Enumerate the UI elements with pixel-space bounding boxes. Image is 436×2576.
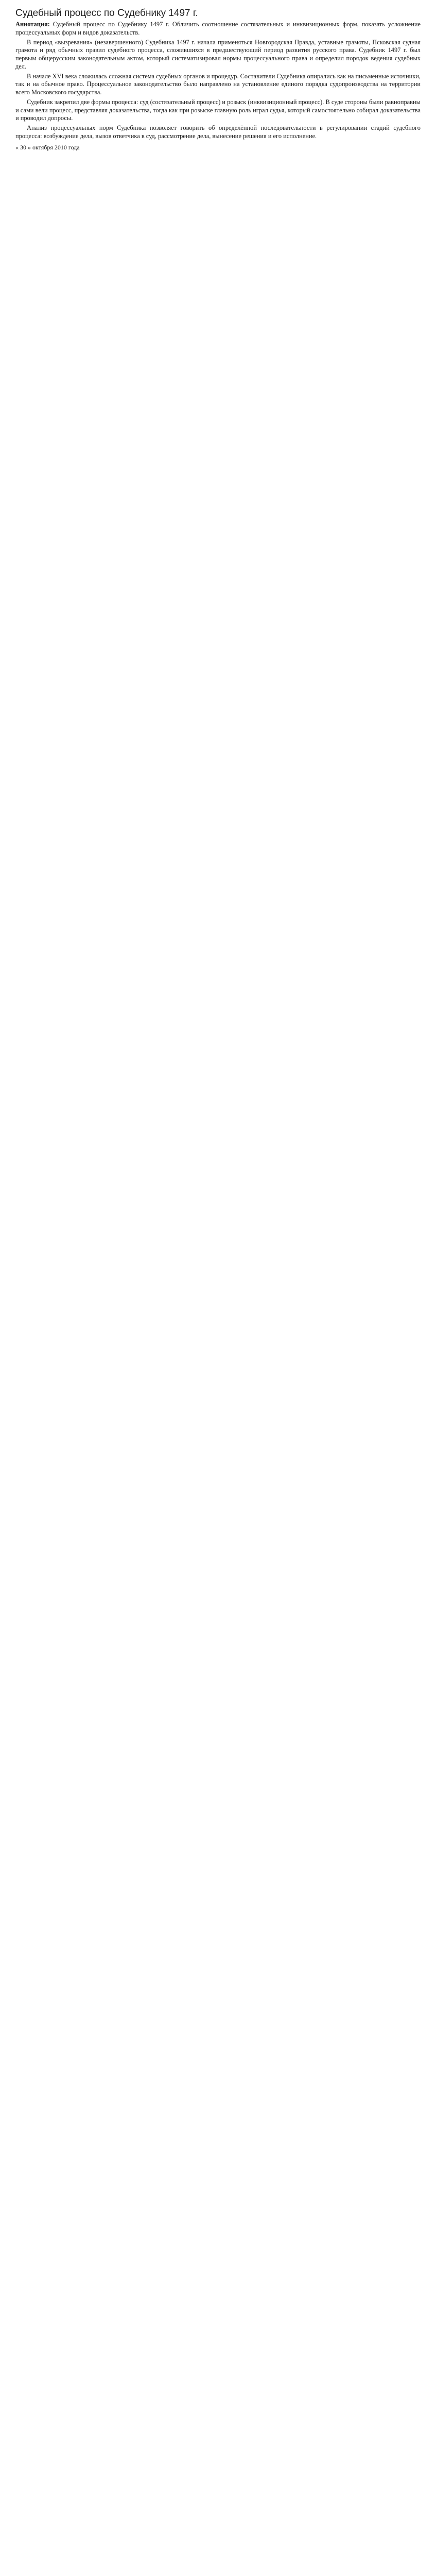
article-annotation: [15, 21, 421, 37]
annotation-text: Судебный процесс по Судебнику 1497 г. Обличить соотношение состязательных и инквизиционных форм, показать усложнение процессуальных форм и видов доказательств.: [15, 21, 421, 36]
article-paragraph: Судебник закрепил две формы процесса: суд (состязательный процесс) и розыск (инквизиционный процесс). В суде стороны были равноправны и сами вели процесс, представляя доказательства, тогда как при розыске главную роль играл судья, который самостоятельно собирал доказательства и проводил допросы.: [15, 98, 421, 122]
article-body: [15, 39, 421, 141]
article-page: [0, 0, 436, 151]
article-paragraph: В начале XVI века сложилась сложная система судебных органов и процедур. Составители Судебника опирались как на письменные источники, так и на обычное право. Процессуальное законодательство было направлено на установление единого порядка судопроизводства на территории всего Московского государства.: [15, 72, 421, 96]
article-paragraph: В период «вызревания» (незавершенного) Судебника 1497 г. начала применяться Новгородская Правда, уставные грамоты, Псковская судная грамота и ряд обычных правил судебного процесса, сложившихся в предшествующий период развития русского права. Судебник 1497 г. был первым общерусским законодательным актом, который систематизировал нормы процессуального права и определил порядок ведения судебных дел.: [15, 38, 421, 70]
annotation-label: Аннотация:: [15, 21, 50, 28]
article-title: Судебный процесс по Судебнику 1497 г.: [15, 8, 198, 19]
article-paragraph: Анализ процессуальных норм Судебника позволяет говорить об определённой последовательности в регулировании стадий судебного процесса: возбуждение дела, вызов ответчика в суд, рассмотрение дела, вынесение решения и его исполнение.: [15, 124, 421, 140]
page-footer: « 30 » октября 2010 года: [15, 143, 80, 151]
